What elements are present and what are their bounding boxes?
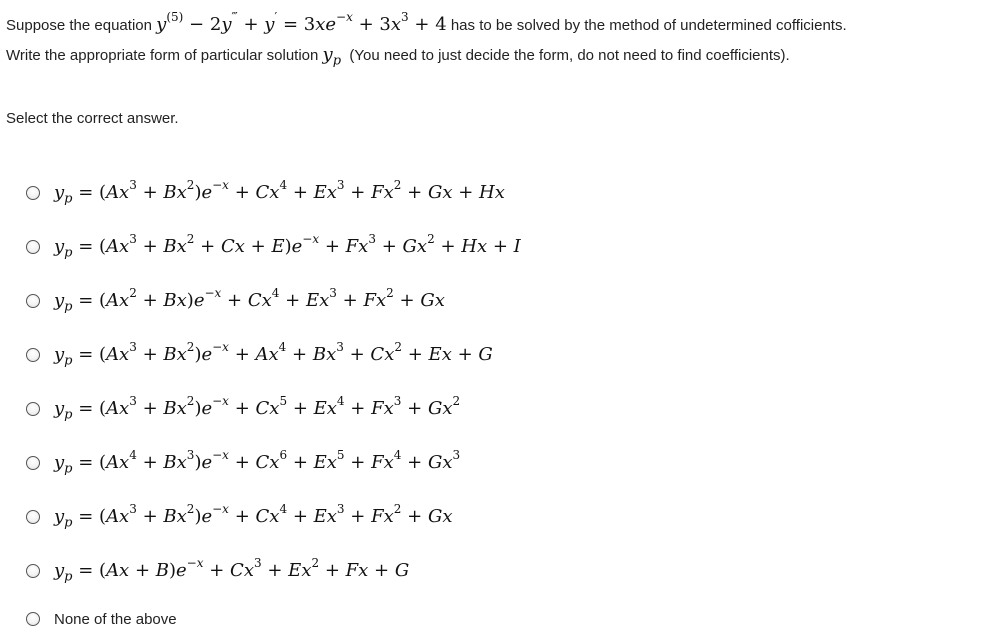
radio-button-icon[interactable] — [26, 402, 40, 416]
option-5-label: $y_p = (Ax^3 + Bx^2)e^{-x} + Cx^5 + Ex^4 + Fx^3 + Gx^2$ — [54, 393, 461, 423]
radio-button-icon[interactable] — [26, 348, 40, 362]
option-8[interactable] — [26, 556, 409, 586]
option-1[interactable] — [26, 178, 505, 208]
option-8-label: $y_p = (Ax + B)e^{-x} + Cx^3 + Ex^2 + Fx + G$ — [54, 555, 410, 585]
option-7-label: $y_p = (Ax^3 + Bx^2)e^{-x} + Cx^4 + Ex^3 + Fx^2 + Gx$ — [54, 501, 453, 531]
option-6-label: $y_p = (Ax^4 + Bx^3)e^{-x} + Cx^6 + Ex^5 + Fx^4 + Gx^3$ — [54, 447, 461, 477]
radio-button-icon[interactable] — [26, 456, 40, 470]
option-1-label: $y_p = (Ax^3 + Bx^2)e^{-x} + Cx^4 + Ex^3 + Fx^2 + Gx + Hx$ — [54, 177, 505, 207]
option-9-label: None of the above — [54, 610, 177, 628]
radio-button-icon[interactable] — [26, 186, 40, 200]
question-suffix: has to be solved by the method of undetermined cofficients. — [450, 17, 847, 34]
option-4-label: $y_p = (Ax^3 + Bx^2)e^{-x} + Ax^4 + Bx^3 + Cx^2 + Ex + G$ — [54, 339, 493, 369]
differential-equation: $y^{(5)} - 2y^‴ + y' = 3xe^{-x} + 3x^3 + 4$ — [156, 10, 447, 35]
question-prefix: Suppose the equation — [6, 17, 152, 34]
radio-button-icon[interactable] — [26, 240, 40, 254]
option-4[interactable] — [26, 340, 493, 370]
instruction: Select the correct answer. — [6, 110, 179, 127]
question-line-2 — [6, 44, 790, 69]
question-line-2-prefix: Write the appropriate form of particular solution — [6, 47, 319, 64]
option-6[interactable] — [26, 448, 460, 478]
option-3-label: $y_p = (Ax^2 + Bx)e^{-x} + Cx^4 + Ex^3 + Fx^2 + Gx$ — [54, 285, 445, 315]
option-3[interactable] — [26, 286, 445, 316]
question-line-1 — [6, 12, 847, 35]
option-7[interactable] — [26, 502, 453, 532]
question-line-2-suffix: (You need to just decide the form, do not need to find coefficients). — [349, 47, 790, 64]
option-9[interactable] — [26, 604, 177, 634]
option-2[interactable] — [26, 232, 521, 262]
particular-solution-variable: $y_p$ — [322, 44, 342, 69]
radio-button-icon[interactable] — [26, 510, 40, 524]
radio-button-icon[interactable] — [26, 612, 40, 626]
radio-button-icon[interactable] — [26, 294, 40, 308]
radio-button-icon[interactable] — [26, 564, 40, 578]
option-2-label: $y_p = (Ax^3 + Bx^2 + Cx + E)e^{-x} + Fx^3 + Gx^2 + Hx + I$ — [54, 231, 521, 261]
option-5[interactable] — [26, 394, 460, 424]
